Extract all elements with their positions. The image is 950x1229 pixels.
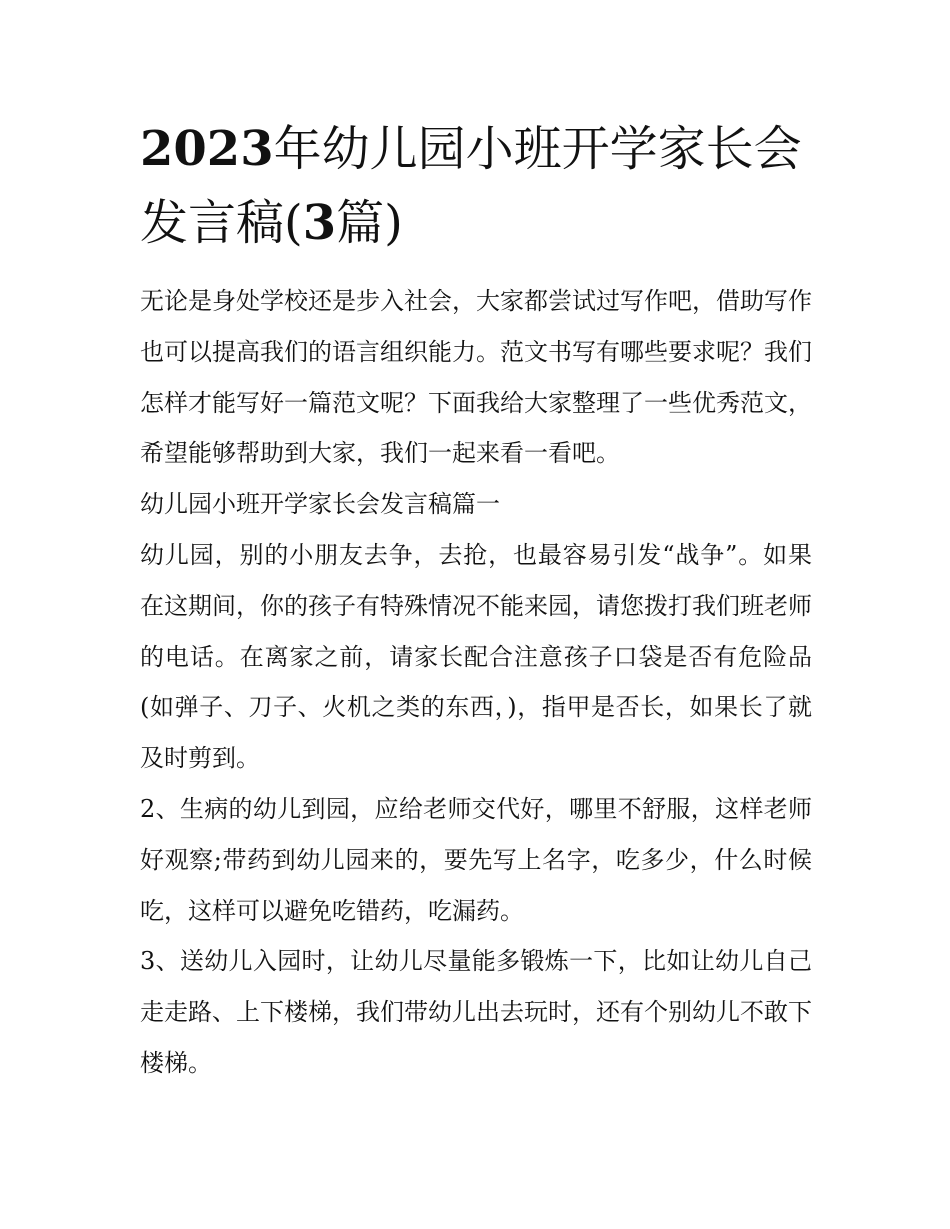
body-paragraph: 幼儿园，别的小朋友去争，去抢，也最容易引发“战争”。如果在这期间，你的孩子有特殊情况不能来园，请您拨打我们班老师的电话。在离家之前，请家长配合注意孩子口袋是否有危险品(如弹子、刀子、火机之类的东西，)，指甲是否长，如果长了就及时剪到。 — [140, 540, 812, 773]
list-item-3: 3、送幼儿入园时，让幼儿尽量能多锻炼一下，比如让幼儿自己走走路、上下楼梯，我们带幼儿出去玩时，还有个别幼儿不敢下楼梯。 — [140, 947, 812, 1077]
title-line-2: 发言稿(3篇) — [140, 195, 403, 251]
intro-paragraph: 无论是身处学校还是步入社会，大家都尝试过写作吧，借助写作也可以提高我们的语言组织能力。范文书写有哪些要求呢？我们怎样才能写好一篇范文呢？下面我给大家整理了一些优秀范文，希望能够帮助到大家，我们一起来看一看吧。 — [140, 287, 812, 468]
section-heading: 幼儿园小班开学家长会发言稿篇一 — [140, 490, 500, 519]
title-line-1: 2023年幼儿园小班开学家长会 — [140, 121, 802, 177]
list-item-2: 2、生病的幼儿到园，应给老师交代好，哪里不舒服，这样老师好观察;带药到幼儿园来的，要先写上名字，吃多少，什么时候吃，这样可以避免吃错药，吃漏药。 — [140, 794, 812, 925]
document-body — [140, 276, 812, 1089]
document-title — [140, 112, 812, 260]
